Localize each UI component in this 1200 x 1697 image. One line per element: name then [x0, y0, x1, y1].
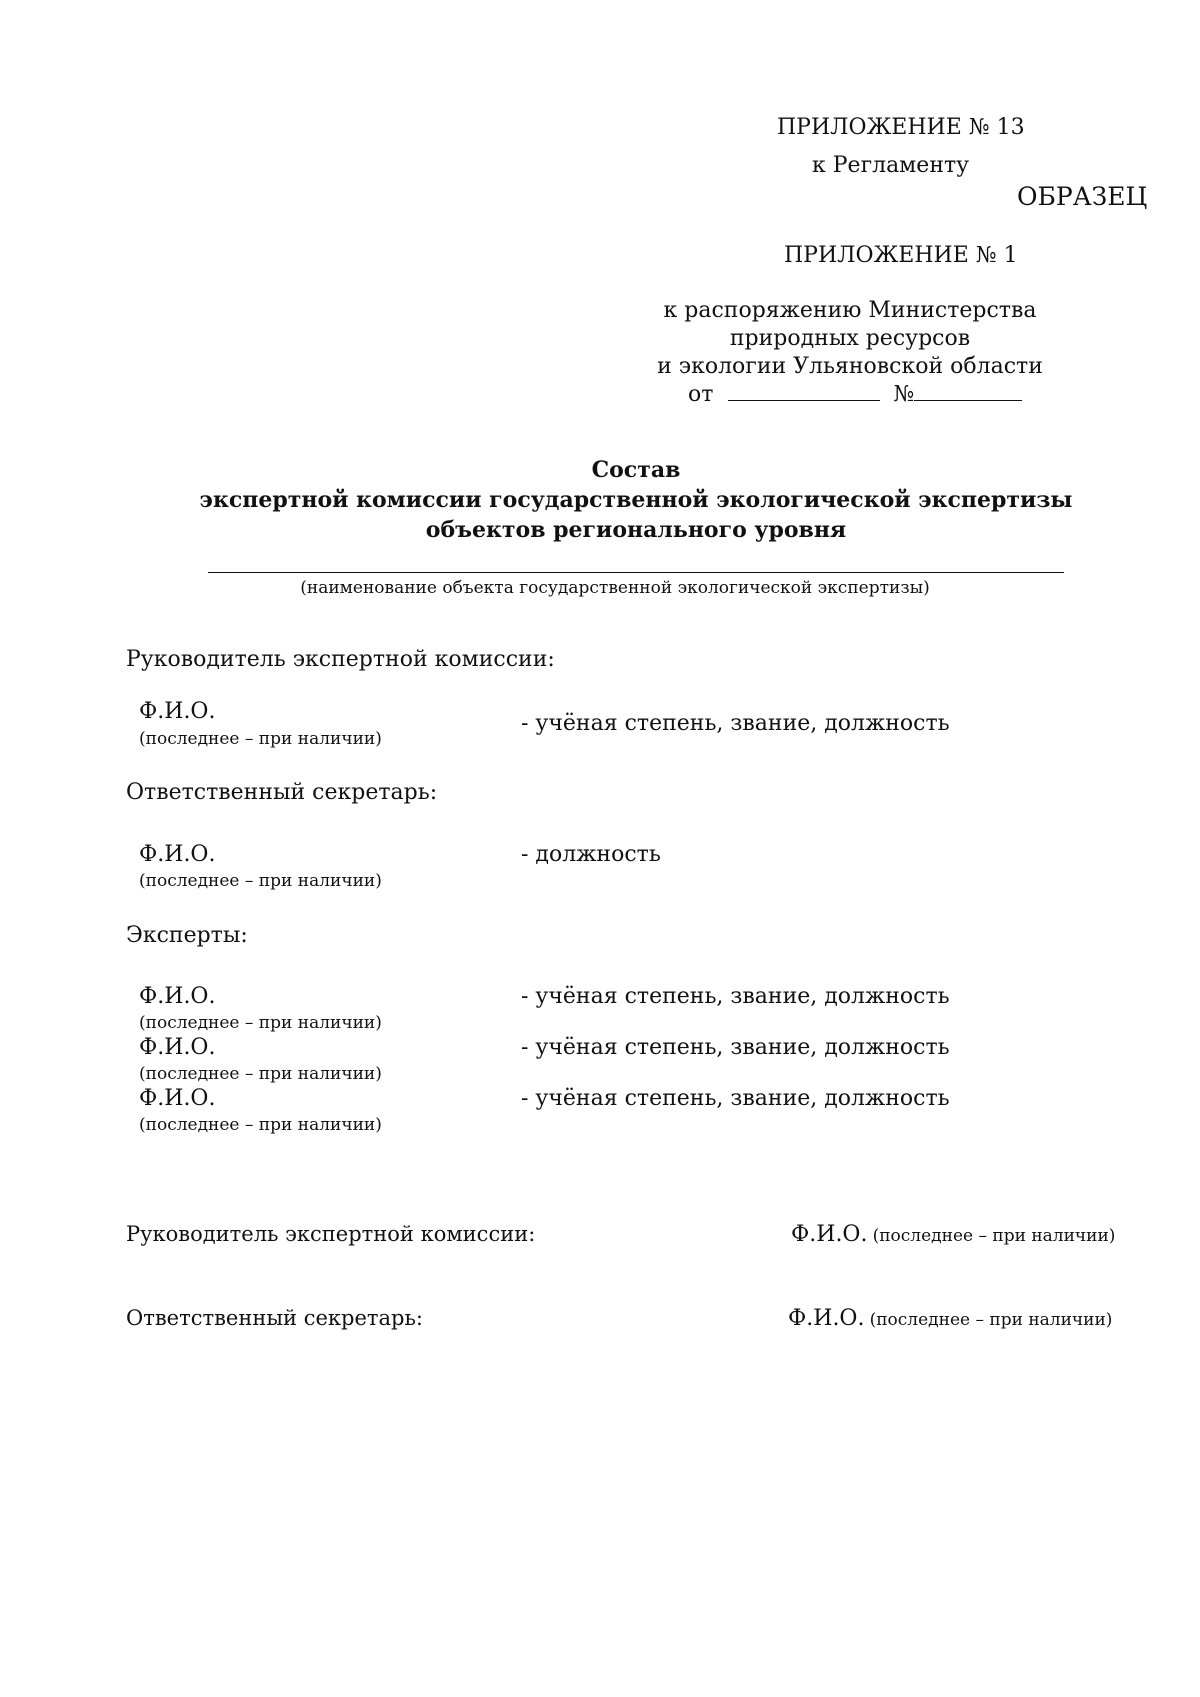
signature-secretary-fio: Ф.И.О. — [788, 1306, 865, 1331]
object-name-underline — [208, 572, 1064, 573]
expert-1-note: (последнее – при наличии) — [139, 1013, 382, 1033]
signature-secretary-label: Ответственный секретарь: — [126, 1306, 423, 1330]
date-blank — [728, 382, 880, 401]
order-line-2: природных ресурсов — [729, 326, 971, 351]
signature-head-label: Руководитель экспертной комиссии: — [126, 1222, 536, 1246]
signature-secretary-note: (последнее – при наличии) — [869, 1310, 1113, 1330]
head-fio-note: (последнее – при наличии) — [139, 729, 382, 749]
expert-1-description: - учёная степень, звание, должность — [521, 984, 950, 1009]
appendix-13-heading: ПРИЛОЖЕНИЕ № 13 — [777, 115, 1025, 140]
secretary-fio-note: (последнее – при наличии) — [139, 871, 382, 891]
date-label: от — [688, 382, 714, 407]
signature-head-fio: Ф.И.О. — [791, 1222, 868, 1247]
experts-section-label: Эксперты: — [126, 923, 248, 948]
expert-3-note: (последнее – при наличии) — [139, 1115, 382, 1135]
title-line-2: экспертной комиссии государственной экологической экспертизы — [199, 487, 1073, 513]
number-blank — [914, 382, 1022, 401]
order-line-1: к распоряжению Министерства — [663, 298, 1037, 323]
to-reglament-text: к Регламенту — [812, 153, 970, 178]
object-name-caption: (наименование объекта государственной экологической экспертизы) — [300, 578, 930, 598]
secretary-section-label: Ответственный секретарь: — [126, 780, 438, 805]
expert-2-fio: Ф.И.О. — [139, 1035, 216, 1060]
title-line-3: объектов регионального уровня — [425, 517, 847, 543]
expert-1-fio: Ф.И.О. — [139, 984, 216, 1009]
title-line-1: Состав — [591, 457, 681, 483]
signature-head-note: (последнее – при наличии) — [872, 1226, 1116, 1246]
head-description: - учёная степень, звание, должность — [521, 711, 950, 736]
expert-2-description: - учёная степень, звание, должность — [521, 1035, 950, 1060]
signature-secretary-fio-line — [788, 1306, 1112, 1331]
date-number-line — [688, 382, 1022, 407]
expert-3-description: - учёная степень, звание, должность — [521, 1086, 950, 1111]
appendix-1-heading: ПРИЛОЖЕНИЕ № 1 — [784, 243, 1018, 268]
secretary-description: - должность — [521, 842, 661, 867]
expert-3-fio: Ф.И.О. — [139, 1086, 216, 1111]
order-line-3: и экологии Ульяновской области — [657, 354, 1043, 379]
head-fio: Ф.И.О. — [139, 699, 216, 724]
signature-head-fio-line — [791, 1222, 1115, 1247]
expert-2-note: (последнее – при наличии) — [139, 1064, 382, 1084]
number-label: № — [893, 382, 915, 407]
head-section-label: Руководитель экспертной комиссии: — [126, 647, 555, 672]
sample-stamp: ОБРАЗЕЦ — [1017, 182, 1148, 211]
secretary-fio: Ф.И.О. — [139, 842, 216, 867]
